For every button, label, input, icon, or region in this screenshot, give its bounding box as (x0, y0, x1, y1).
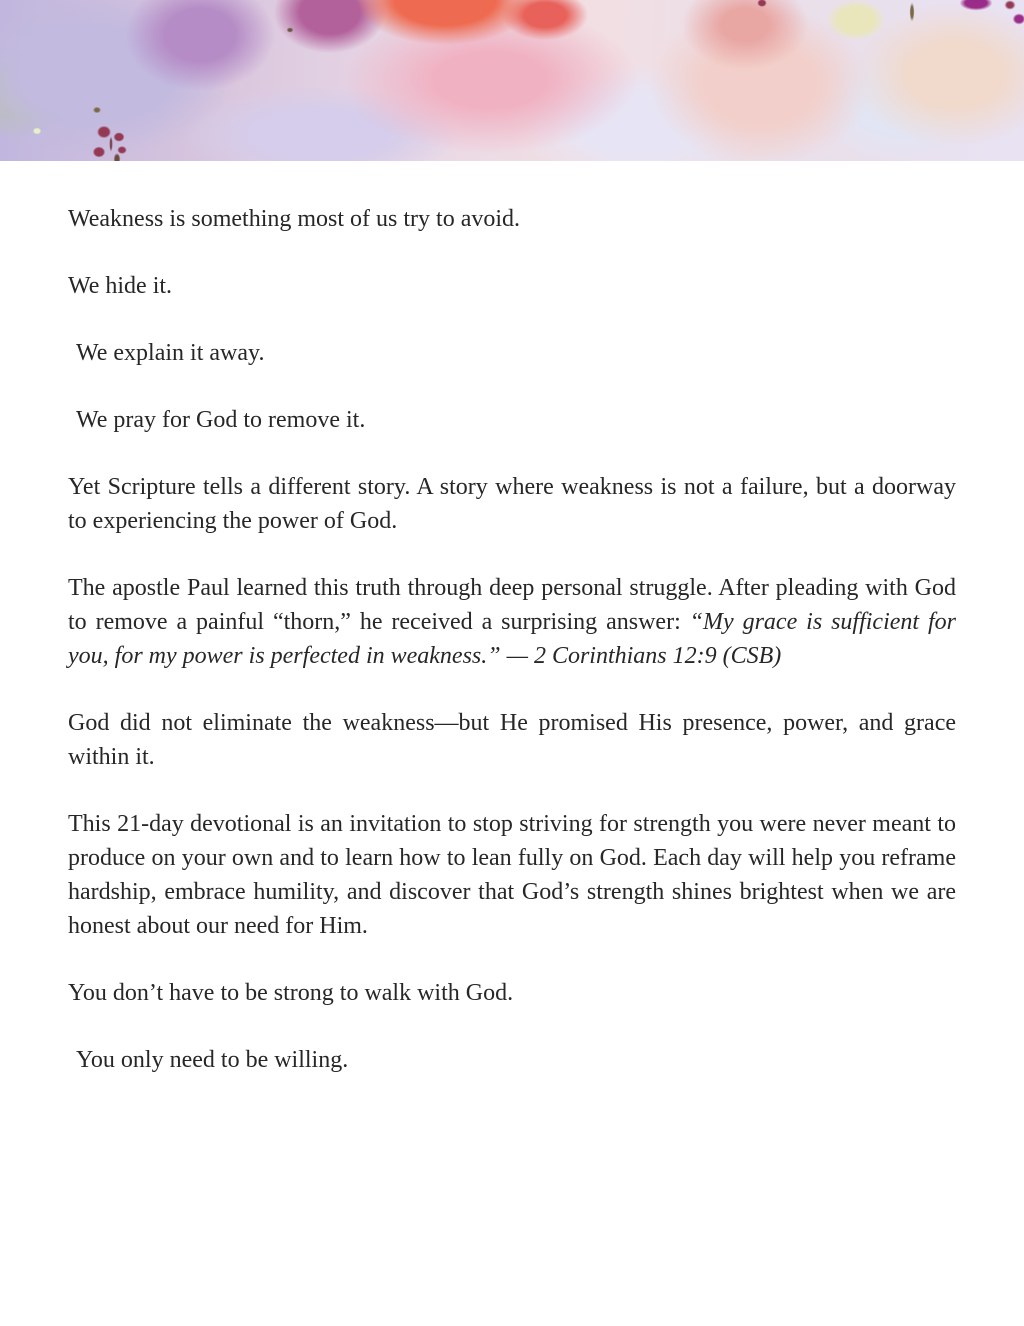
paragraph-we-pray-to-remove: We pray for God to remove it. (76, 407, 366, 433)
paragraph-only-need-willing: You only need to be willing. (76, 1047, 349, 1073)
watercolor-header-image (0, 0, 1024, 161)
paragraph-scripture-different-story: Yet Scripture tells a different story. A story where weakness is not a failure, but a doorway to experiencing the power of God. (68, 474, 956, 534)
paragraph-we-explain-it-away: We explain it away. (76, 340, 265, 366)
article (68, 161, 956, 1077)
paragraph-apostle-paul (68, 571, 956, 673)
paragraph-god-promised-presence: God did not eliminate the weakness—but He promised His presence, power, and grace within it. (68, 710, 956, 770)
paragraph-avoid-weakness: Weakness is something most of us try to avoid. (68, 206, 521, 232)
paragraph-apostle-paul-text: The apostle Paul learned this truth through deep personal struggle. After pleading with God to remove a painful “thorn,” he received a surprising answer: (68, 575, 956, 635)
scripture-reference: — 2 Corinthians 12:9 (CSB) (500, 643, 782, 669)
paragraph-dont-have-to-be-strong: You don’t have to be strong to walk with God. (68, 980, 514, 1006)
paragraph-21-day-devotional: This 21-day devotional is an invitation to stop striving for strength you were never meant to produce on your own and to learn how to lean fully on God. Each day will help you reframe hardship, embrace humility, and discover that God’s strength shines brightest when we are honest about our need for Him. (68, 811, 956, 939)
scripture-quote: “My grace is sufficient for you, for my power is perfected in weakness.” (68, 609, 956, 669)
paragraph-we-hide-it: We hide it. (68, 273, 173, 299)
